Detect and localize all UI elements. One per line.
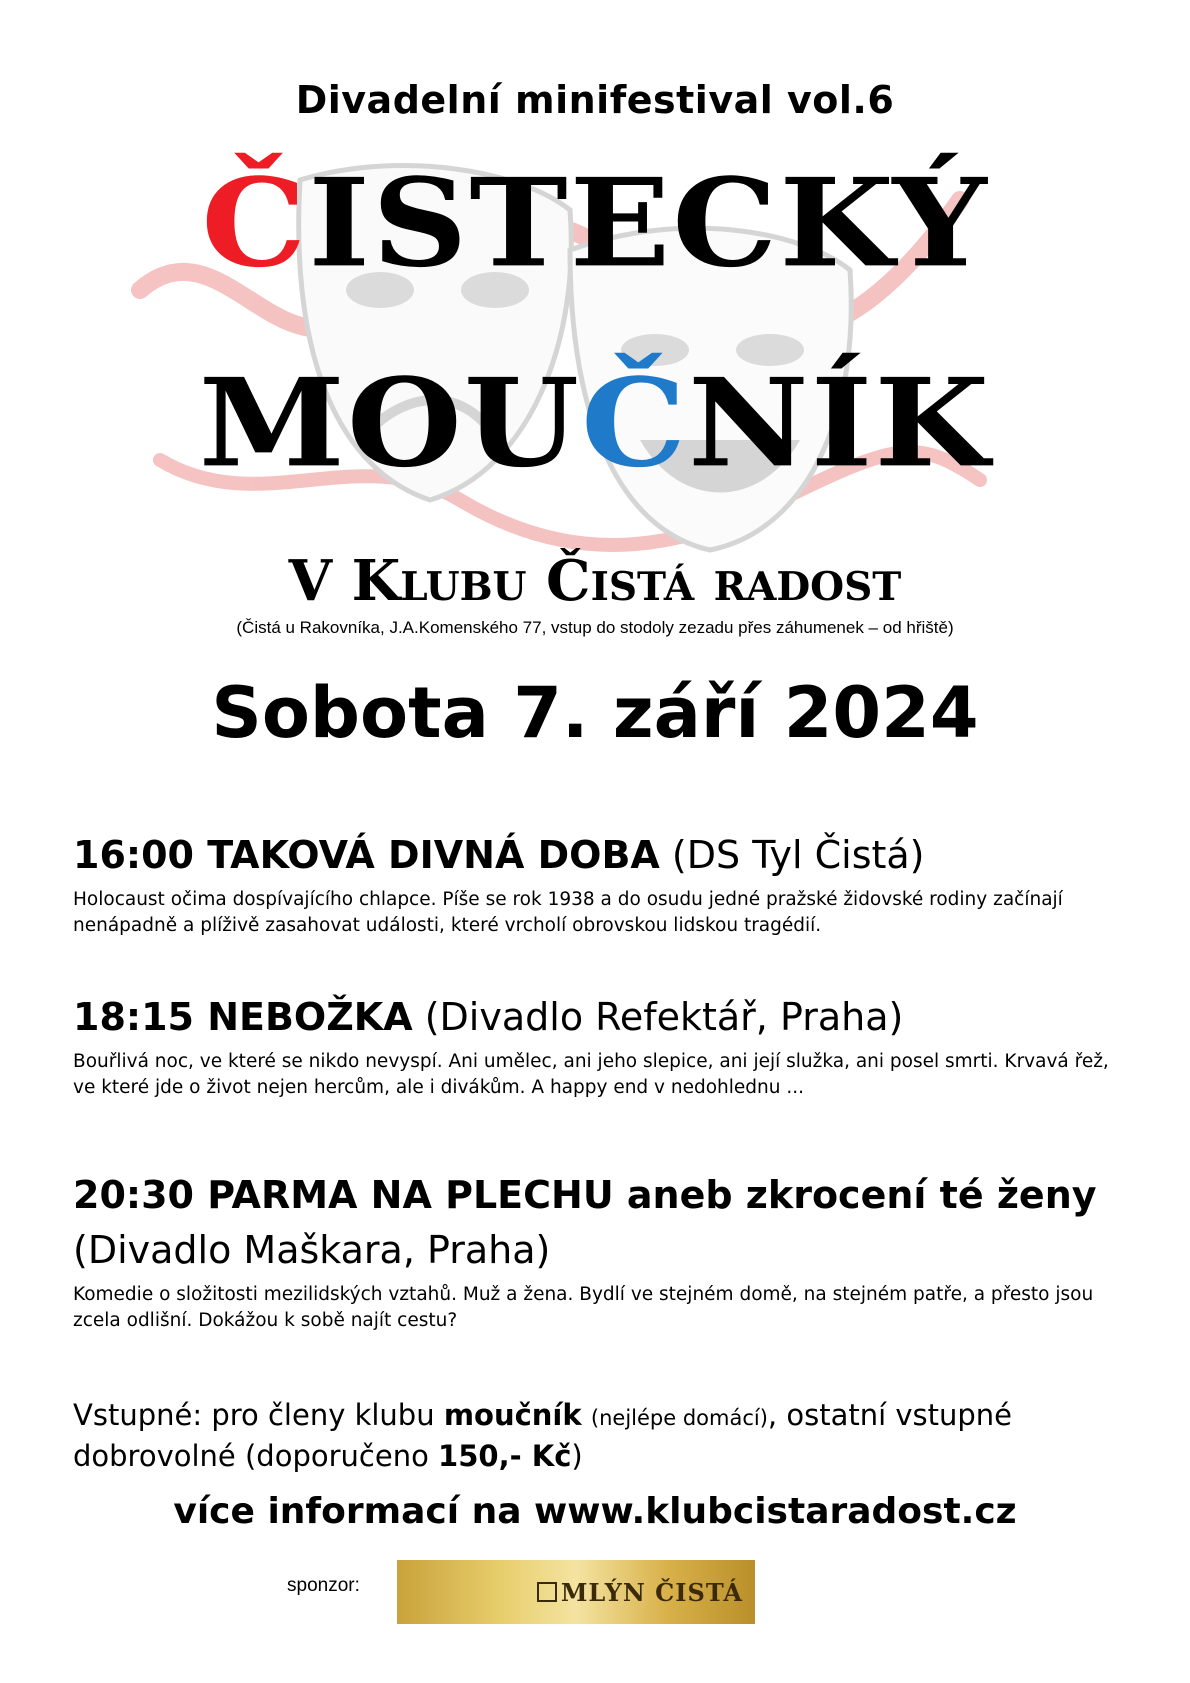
title-line-2-post: NÍK — [688, 352, 992, 495]
event-description: Bouřlivá noc, ve které se nikdo nevyspí. Ani umělec, ani jeho slepice, ani její služka, ani posel smrti. Krvavá řež, ve které jde o život nejen hercům, ale i divákům. A happy end v nedohlednu ... — [73, 1051, 1109, 1098]
venue-heading: V Klubu Čistá radost — [288, 548, 902, 614]
title-line-1-rest: ISTECKÝ — [308, 152, 989, 295]
admission-note: (nejlépe domácí) — [590, 1406, 768, 1430]
admission-info — [73, 1395, 1123, 1477]
event-heading — [73, 828, 1123, 883]
more-info-link[interactable]: více informací na www.klubcistaradost.cz — [173, 1491, 1017, 1532]
event-title: 18:15 NEBOŽKA — [73, 995, 413, 1039]
event-title: 20:30 PARMA NA PLECHU aneb zkrocení té ženy — [73, 1173, 1097, 1217]
festival-subtitle: Divadelní minifestival vol.6 — [295, 78, 895, 122]
event-group: (Divadlo Maškara, Praha) — [73, 1228, 551, 1273]
sponsor-label: sponzor: — [287, 1575, 360, 1596]
event-heading — [73, 990, 1123, 1045]
title-red-letter: Č — [201, 152, 309, 295]
title-line-2 — [0, 352, 1190, 495]
event-item — [73, 828, 1123, 939]
admission-suffix: ) — [571, 1439, 583, 1474]
event-group: (DS Tyl Čistá) — [671, 833, 925, 877]
admission-prefix: Vstupné: pro členy klubu — [73, 1398, 435, 1432]
admission-middle: , ostatní vstupné dobrovolné (doporučeno — [73, 1398, 1013, 1474]
admission-cake: moučník — [443, 1398, 582, 1432]
event-date: Sobota 7. září 2024 — [211, 672, 979, 754]
sponsor-logo — [397, 1560, 755, 1624]
admission-price: 150,- Kč — [438, 1439, 572, 1474]
sponsor-logo-text: MLÝN ČISTÁ — [560, 1577, 743, 1607]
event-group: (Divadlo Refektář, Praha) — [424, 995, 904, 1039]
event-heading — [73, 1168, 1123, 1278]
title-line-1 — [0, 152, 1190, 295]
event-description: Holocaust očima dospívajícího chlapce. Píše se rok 1938 a do osudu jedné pražské židovské rodiny začínají nenápadně a plíživě zasahovat události, které vrcholí obrovskou lidskou tragédií. — [73, 889, 1063, 936]
venue-address: (Čistá u Rakovníka, J.A.Komenského 77, vstup do stodoly zezadu přes záhumenek – od hřiště) — [236, 618, 954, 637]
mill-icon — [537, 1582, 557, 1602]
event-description: Komedie o složitosti mezilidských vztahů. Muž a žena. Bydlí ve stejném domě, na stejném patře, a přesto jsou zcela odlišní. Dokážou k sobě najít cestu? — [73, 1284, 1094, 1332]
title-blue-letter: Č — [581, 352, 689, 495]
event-item — [73, 990, 1123, 1101]
event-item — [73, 1168, 1123, 1334]
event-title: 16:00 TAKOVÁ DIVNÁ DOBA — [73, 833, 660, 877]
title-line-2-pre: MOU — [198, 352, 581, 495]
